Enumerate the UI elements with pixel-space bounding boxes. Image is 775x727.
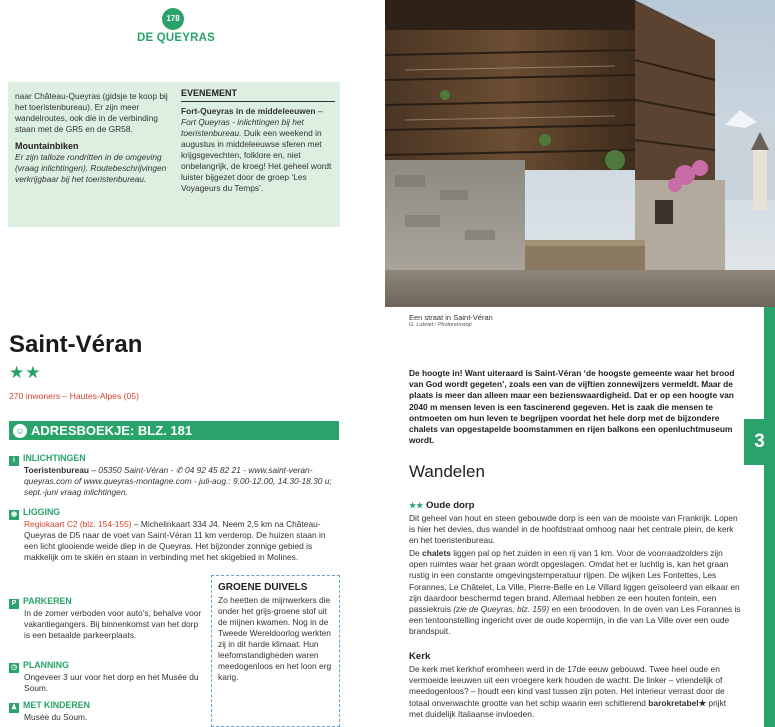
section-ligging-text: Regiokaart C2 (blz. 154-155) – Michelinkaart 334 J4. Neem 2,5 km na Château-Queyras de D5 naar de voet van Saint-Véran 11 km verderop. De huizen staan in een licht glooiende weide diep in de Queyras. Het bijzonder zonnige gebied is makkelijk om te skiën en staan in verbinding met het skigebied in Molines. — [24, 519, 326, 562]
event-text: Duik een weekend in augustus in middeleeuwse sferen met krijgsgevechten, folklore en, niet onbelangrijk, de kroeg! Het geheel wordt luister bijgezet door de groep ‘Les Voyageurs du Temps’. — [181, 128, 332, 193]
section-inlichtingen-title: i INLICHTINGEN — [9, 453, 86, 466]
clock-icon: ◷ — [10, 664, 18, 671]
event-name: Fort-Queyras in de middeleeuwen — [181, 106, 316, 116]
event-divider — [181, 101, 335, 102]
children-icon: ♟ — [10, 704, 18, 711]
oude-dorp-heading: ★★ Oude dorp — [409, 500, 475, 511]
groene-duivels-title: GROENE DUIVELS — [218, 582, 308, 593]
oude-dorp-paragraph-2: De chalets liggen pal op het zuiden in een rij van 1 km. Voor de voorraadzolders zijn open ruimtes waar het graan wordt opgeslagen. Omdat het er luchtig is, kan het graan rustig in een constante omgevingstemperatuur rijpen. De wijken Les Fontettes, Les Forannes, Le Châtelet, La Ville, Pierre-Belle en Le Villard liggen geïsoleerd van elkaar en zijn daardoor beschermd tegen brand. Allemaal hebben ze een houten fontein, een passiekruis (zie de Queyras, blz. 159) en een broodoven. In de oven van Les Forannes is een tentoonstelling ingericht over de oude kopermijn, in die van La Ville over een oude brandspuit. — [409, 548, 741, 637]
section-parkeren-text: In de zomer verboden voor auto’s, behalve voor vakantiegangers. Bij binnenkomst van het dorp is een betaalde parkeerplaats. — [24, 608, 202, 640]
parking-icon: P — [9, 599, 19, 609]
village-street-photo — [385, 0, 775, 307]
photo-credit: G. Lubriet / Photononstop — [409, 322, 472, 328]
event-title: EVENEMENT — [181, 88, 238, 98]
population-line: 270 inwoners – Hautes-Alpes (05) — [9, 391, 139, 401]
chapter-tab: 3 — [744, 419, 775, 465]
section-ligging-title: ◉ LIGGING — [10, 507, 61, 518]
mountainbike-title: Mountainbiken — [15, 141, 79, 151]
event-paragraph — [181, 106, 335, 194]
groene-duivels-text: Zo heetten de mijnwerkers die onder het grijs-groene stof uit de mijnen kwamen. Nog in de Tweede Wereldoorlog werkten zij in dit harde klimaat. Hun leefomstandigheden waren meedogenloos en het loon erg karig. — [218, 595, 332, 682]
rating-stars: ★★ — [9, 363, 42, 382]
book-icon: ☺ — [13, 424, 27, 438]
section-title: DE QUEYRAS — [137, 32, 216, 44]
address-book-label: ADRESBOEKJE: BLZ. 181 — [31, 423, 193, 438]
location-icon: ◉ — [10, 511, 18, 518]
groene-duivels-box — [211, 575, 340, 727]
oude-dorp-paragraph-1: Dit geheel van hout en steen gebouwde dorp is een van de mooiste van Frankrijk. Lopen is hier het devies, dus wandel in de hoofdstraat omhoog naar het centrale plein, de kerk en het toeristenbureau. — [409, 513, 738, 546]
section-kinderen-text: Musée du Soum. — [24, 712, 88, 722]
section-kinderen-title: ♟ MET KINDEREN — [10, 700, 90, 711]
photo-illustration — [385, 0, 775, 307]
info-box-left-column — [15, 91, 175, 185]
address-book-bar — [9, 421, 339, 440]
kerk-heading: Kerk — [409, 651, 431, 662]
mountainbike-text: Er zijn talloze rondritten in de omgeving (vraag inlichtingen). Routebeschrijvingen verkrijgbaar bij het toeristenbureau. — [15, 152, 167, 184]
info-box-paragraph: naar Château-Queyras (gidsje te koop bij het toeristenbureau). Er zijn meer wandelroutes, ook die in de verbinding staan met de GR5 en de GR58. — [15, 91, 168, 134]
intro-paragraph: De hoogte in! Want uiteraard is Saint-Véran ‘de hoogste gemeente waar het brood van God wordt gegeten’, zoals een van de vijftien zonnewijzers vermeldt. Maar de plaats is meer dan alleen maar een bezienswaardigheid. Dat er op een hoogte van 2040 m mensen leven is een fascinerend gegeven. Het is zaak die mensen te ontmoeten om hun leven te begrijpen voordat het hele dorp met de bijzondere chalets van opgestapelde boomstammen en rijen balkons een openluchtmuseum wordt. — [409, 368, 735, 446]
wandelen-heading: Wandelen — [409, 462, 485, 481]
kerk-paragraph: De kerk met kerkhof eromheen werd in de 17de eeuw gebouwd. Twee heel oude en vermoeide leeuwen uit een vroegere kerk houden de wacht. De linker – vriendelijk of meedogenloos? – houdt een kind vast tussen zijn poten. Het interieur verrast door de totaal onverwachte grootte van het schip waarin een schitterend barokretabel★ prijkt met duidelijk Italiaanse invloeden. — [409, 664, 727, 719]
section-planning-title: ◷ PLANNING — [10, 660, 69, 671]
info-icon: i — [9, 456, 19, 466]
section-planning-text: Ongeveer 3 uur voor het dorp en het Musée du Soum. — [24, 672, 199, 693]
place-title: Saint-Véran — [9, 331, 143, 358]
section-parkeren-title: P PARKEREN — [9, 596, 72, 609]
event-info: – Fort Queyras - inlichtingen bij het toeristenbureau. — [181, 106, 323, 138]
photo-caption: Een straat in Saint-Véran — [409, 313, 493, 322]
chapter-edge-strip — [764, 307, 775, 727]
info-box — [8, 82, 340, 227]
info-box-right-column — [181, 88, 335, 194]
section-inlichtingen-text: Toeristenbureau – 05350 Saint-Véran - ✆ 04 92 45 82 21 - www.saint-veran-queyras.com of www.queyras-montagne.com - juli-aug.: 9.00-12.00, 14.30-18.30 u; sept.-juni vraag inlichtingen. — [24, 465, 332, 497]
page-number-badge: 178 — [162, 8, 184, 30]
oude-dorp-stars: ★★ — [409, 501, 424, 510]
